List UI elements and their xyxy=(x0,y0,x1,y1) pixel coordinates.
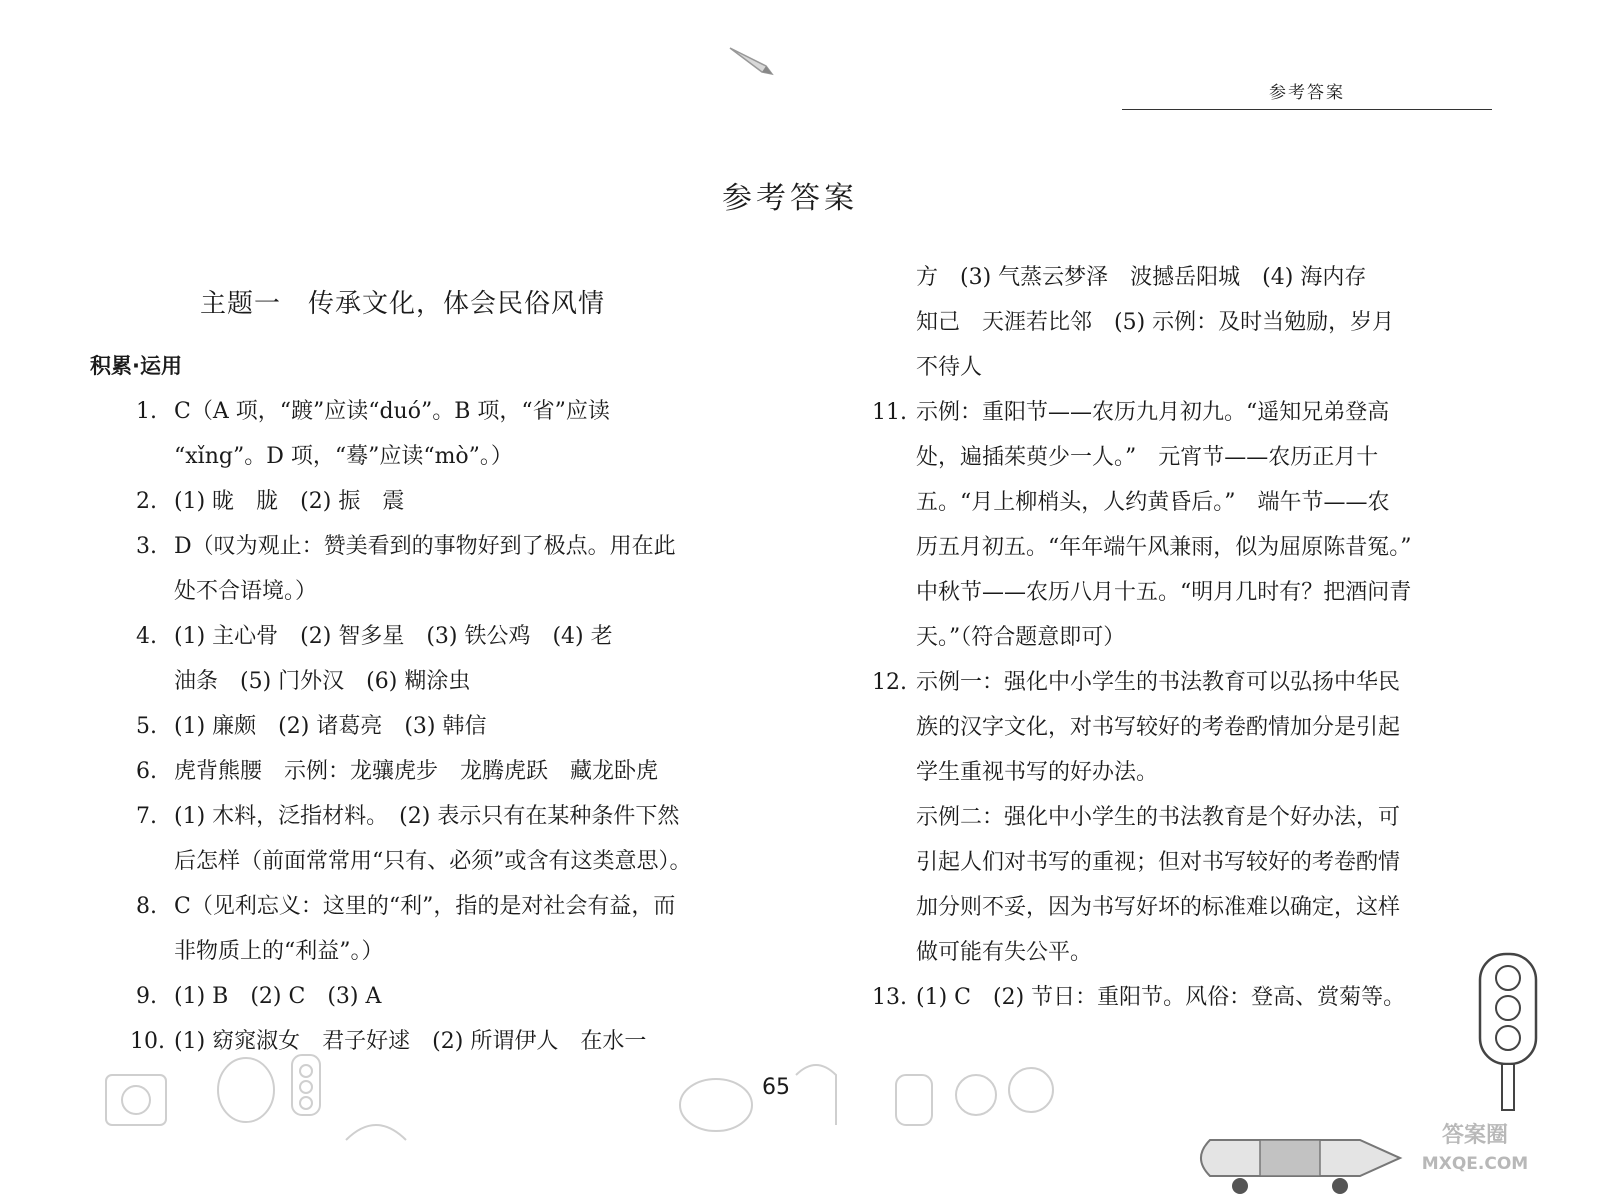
theme-heading: 主题一 传承文化，体会民俗风情 xyxy=(200,289,606,319)
left-column xyxy=(90,344,750,1064)
item-text-line xyxy=(872,750,1498,795)
item-text-line xyxy=(872,615,1498,660)
item-text-line xyxy=(90,929,750,974)
left-answer-item xyxy=(90,614,750,704)
line-text: 虎背熊腰 示例：龙骧虎步 龙腾虎跃 藏龙卧虎 xyxy=(174,759,659,784)
right-answer-item xyxy=(872,390,1498,660)
pencil-icon xyxy=(728,44,776,82)
item-text-line xyxy=(872,435,1498,480)
left-answer-item xyxy=(90,974,750,1019)
item-text-line xyxy=(90,884,750,929)
watermark-line2: MXQE.COM xyxy=(1421,1154,1529,1174)
running-head-rule xyxy=(1122,109,1492,110)
item-number: 8. xyxy=(136,894,157,919)
item-text-line xyxy=(90,749,750,794)
line-text: 示例二：强化中小学生的书法教育是个好办法，可 xyxy=(916,805,1401,830)
item-text-line xyxy=(872,390,1498,435)
left-answer-list xyxy=(90,389,750,1064)
item-number: 13. xyxy=(872,985,907,1010)
item-text-line xyxy=(90,389,750,434)
line-text: 处不合语境。） xyxy=(174,579,318,604)
item-text-line xyxy=(90,974,750,1019)
line-text: 五。“月上柳梢头，人约黄昏后。” 端午节——农 xyxy=(916,490,1390,515)
item-number: 5. xyxy=(136,714,157,739)
line-text: 引起人们对书写的重视；但对书写较好的考卷酌情 xyxy=(916,850,1401,875)
left-answer-item xyxy=(90,794,750,884)
left-answer-item xyxy=(90,479,750,524)
right-lead-continuation xyxy=(872,255,1498,390)
line-text: (1) C (2) 节日：重阳节。风俗：登高、赏菊等。 xyxy=(916,985,1406,1010)
item-text-line xyxy=(90,659,750,704)
line-text: D（叹为观止：赞美看到的事物好到了极点。用在此 xyxy=(174,534,676,559)
item-number: 12. xyxy=(872,670,907,695)
line-text: 学生重视书写的好办法。 xyxy=(916,760,1159,785)
right-column xyxy=(872,255,1498,1020)
item-text-line: 方 (3) 气蒸云梦泽 波撼岳阳城 (4) 海内存 xyxy=(916,265,1367,290)
left-answer-item xyxy=(90,389,750,479)
item-number: 1. xyxy=(136,399,157,424)
line-text: C（见利忘义：这里的“利”，指的是对社会有益，而 xyxy=(174,894,676,919)
left-answer-item xyxy=(90,749,750,794)
section-label: 积累·运用 xyxy=(90,354,182,378)
right-answer-item xyxy=(872,660,1498,975)
item-number: 7. xyxy=(136,804,157,829)
line-text: 加分则不妥，因为书写好坏的标准难以确定，这样 xyxy=(916,895,1401,920)
line-text: 非物质上的“利益”。） xyxy=(174,939,384,964)
right-answer-list xyxy=(872,390,1498,1020)
item-text-line xyxy=(872,705,1498,750)
item-text-line xyxy=(90,434,750,479)
line-text: 处，遍插茱萸少一人。” 元宵节——农历正月十 xyxy=(916,445,1379,470)
item-text-line xyxy=(90,704,750,749)
item-text-line xyxy=(90,839,750,884)
item-number: 10. xyxy=(130,1029,165,1054)
line-text: 中秋节——农历八月十五。“明月几时有？把酒问青 xyxy=(916,580,1412,605)
line-text: 族的汉字文化，对书写较好的考卷酌情加分是引起 xyxy=(916,715,1401,740)
item-text-line xyxy=(90,524,750,569)
line-text: 天。”（符合题意即可） xyxy=(916,625,1126,650)
line-text: 油条 (5) 门外汉 (6) 糊涂虫 xyxy=(174,669,471,694)
item-text-line: 不待人 xyxy=(916,355,983,380)
line-text: 示例一：强化中小学生的书法教育可以弘扬中华民 xyxy=(916,670,1401,695)
line-text: “xǐng”。D 项，“蓦”应读“mò”。） xyxy=(174,444,513,469)
item-number: 3. xyxy=(136,534,157,559)
item-text-line xyxy=(872,975,1498,1020)
watermark xyxy=(1380,1122,1570,1178)
item-number: 2. xyxy=(136,489,157,514)
item-number: 11. xyxy=(872,400,907,425)
watermark-line1: 答案圈 xyxy=(1441,1123,1508,1148)
item-text-line xyxy=(872,795,1498,840)
item-number: 4. xyxy=(136,624,157,649)
page-number: 65 xyxy=(762,1075,790,1100)
item-text-line xyxy=(872,885,1498,930)
footer-decoration xyxy=(96,1035,1076,1159)
item-text-line xyxy=(90,479,750,524)
item-text-line: 知己 天涯若比邻 (5) 示例：及时当勉励，岁月 xyxy=(916,310,1395,335)
running-head: 参考答案 xyxy=(1269,83,1345,103)
item-text-line xyxy=(872,525,1498,570)
line-text: (1) 窈窕淑女 君子好逑 (2) 所谓伊人 在水一 xyxy=(174,1029,647,1054)
item-text-line xyxy=(90,569,750,614)
traffic-light-icon xyxy=(1476,952,1546,1116)
item-text-line xyxy=(90,794,750,839)
item-text-line xyxy=(872,480,1498,525)
item-text-line xyxy=(872,570,1498,615)
item-text-line xyxy=(872,660,1498,705)
item-text-line xyxy=(872,840,1498,885)
line-text: (1) B (2) C (3) A xyxy=(174,984,382,1009)
line-text: (1) 木料，泛指材料。 (2) 表示只有在某种条件下然 xyxy=(174,804,680,829)
line-text: 做可能有失公平。 xyxy=(916,940,1093,965)
left-answer-item xyxy=(90,884,750,974)
left-answer-item xyxy=(90,704,750,749)
line-text: 历五月初五。“年年端午风兼雨，似为屈原陈昔冤。” xyxy=(916,535,1412,560)
line-text: C（A 项，“踱”应读“duó”。B 项，“省”应读 xyxy=(174,399,610,424)
item-text-line xyxy=(872,930,1498,975)
right-answer-item xyxy=(872,975,1498,1020)
left-answer-item xyxy=(90,524,750,614)
line-text: (1) 主心骨 (2) 智多星 (3) 铁公鸡 (4) 老 xyxy=(174,624,613,649)
line-text: (1) 廉颇 (2) 诸葛亮 (3) 韩信 xyxy=(174,714,487,739)
item-number: 9. xyxy=(136,984,157,1009)
page-title: 参考答案 xyxy=(722,181,858,216)
line-text: (1) 昽 胧 (2) 振 震 xyxy=(174,489,405,514)
item-number: 6. xyxy=(136,759,157,784)
line-text: 后怎样（前面常常用“只有、必须”或含有这类意思）。 xyxy=(174,849,692,874)
line-text: 示例：重阳节——农历九月初九。“遥知兄弟登高 xyxy=(916,400,1390,425)
item-text-line xyxy=(90,614,750,659)
